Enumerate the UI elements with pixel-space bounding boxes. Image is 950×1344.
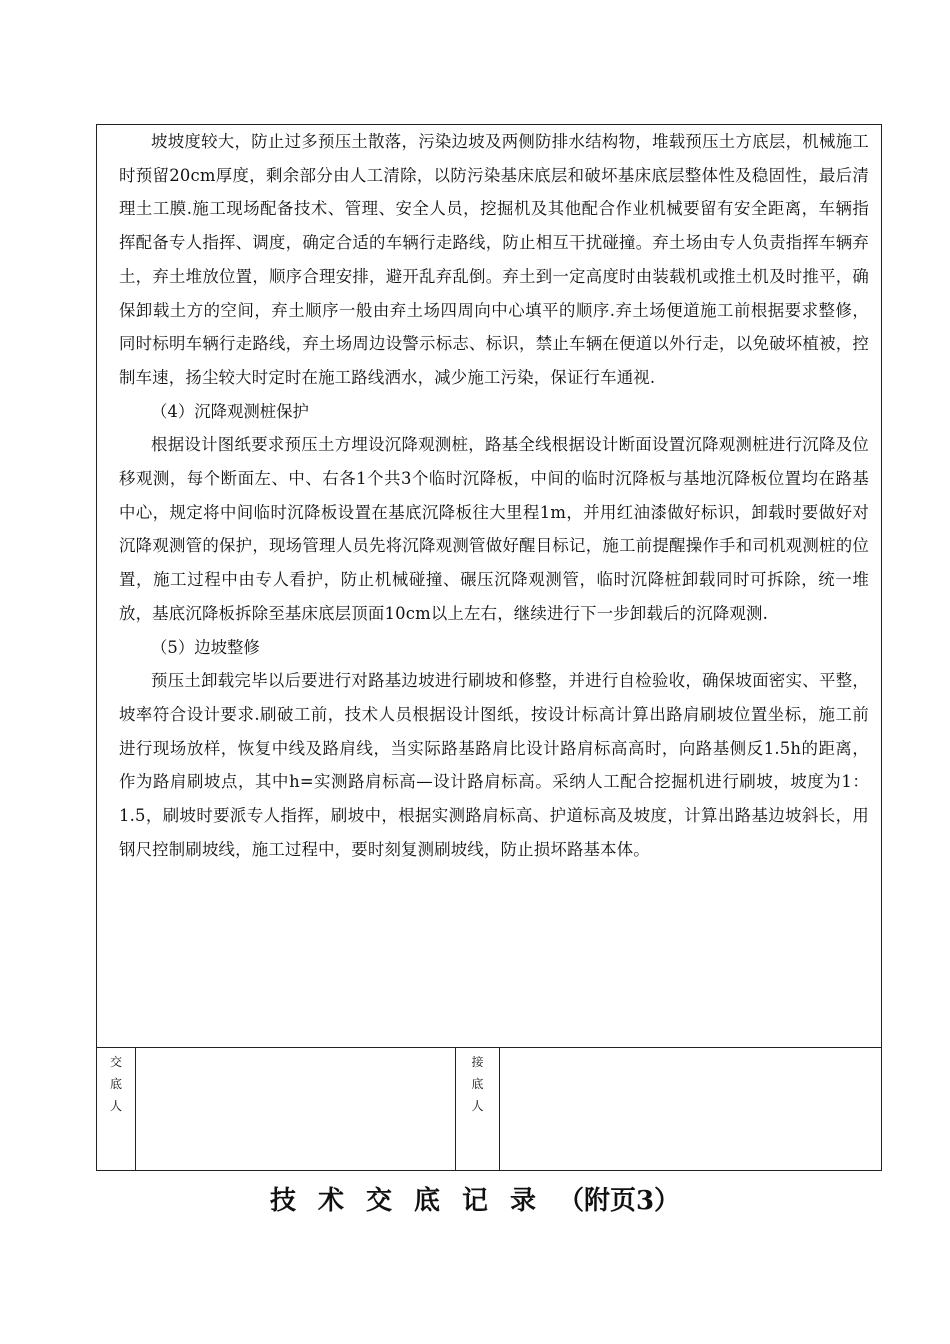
paragraph-3: 预压土卸载完毕以后要进行对路基边坡进行刷坡和修整，并进行自检验收，确保坡面密实、平整，坡率符合设计要求.刷破工前，技术人员根据设计图纸，按设计标高计算出路肩刷坡位置坐标，施工前进行现场放样，恢复中线及路肩线，当实际路基路肩比设计路肩标高高时，向路基侧反1.5h的距离，作为路肩刷坡点，其中h=实测路肩标高—设计路肩标高。采纳人工配合挖掘机进行刷坡，坡度为1：1.5，刷坡时要派专人指挥，刷坡中，根据实测路肩标高、护道标高及坡度，计算出路基边坡斜长，用钢尺控制刷坡线，施工过程中，要时刻复测刷坡线，防止损坏路基本体。 bbox=[119, 671, 869, 859]
signature-row bbox=[97, 1047, 881, 1170]
record-content bbox=[97, 125, 881, 1047]
record-table bbox=[96, 124, 882, 1171]
receiver-person-label: 接 底 人 bbox=[456, 1048, 500, 1170]
title-main: 技术交底记录 bbox=[269, 1186, 558, 1216]
paragraph-2: 根据设计图纸要求预压土方埋设沉降观测桩，路基全线根据设计断面设置沉降观测桩进行沉降及位移观测，每个断面左、中、右各1个共3个临时沉降板，中间的临时沉降板与基地沉降板位置均在路基中心，规定将中间临时沉降板设置在基底沉降板往大里程1m，并用红油漆做好标识，卸载时要做好对沉降观测管的保护，现场管理人员先将沉降观测管做好醒目标记，施工前提醒操作手和司机观测桩的位置，施工过程中由专人看护，防止机械碰撞、碾压沉降观测管，临时沉降桩卸载同时可拆除，统一堆放，基底沉降板拆除至基床底层顶面10cm以上左右，继续进行下一步卸载后的沉降观测. bbox=[119, 435, 869, 623]
section-heading-5: （5）边坡整修 bbox=[151, 637, 260, 657]
handover-person-label: 交 底 人 bbox=[97, 1048, 136, 1170]
page-title bbox=[0, 1180, 950, 1217]
receiver-person-field[interactable] bbox=[500, 1048, 881, 1170]
handover-person-field[interactable] bbox=[136, 1048, 456, 1170]
title-suffix: （附页3） bbox=[557, 1186, 681, 1216]
section-heading-4: （4）沉降观测桩保护 bbox=[151, 401, 309, 421]
paragraph-1: 坡坡度较大，防止过多预压土散落，污染边坡及两侧防排水结构物，堆载预压土方底层，机械施工时预留20cm厚度，剩余部分由人工清除，以防污染基床底层和破坏基床底层整体性及稳固性，最后清理土工膜.施工现场配备技术、管理、安全人员，挖掘机及其他配合作业机械要留有安全距离，车辆指挥配备专人指挥、调度，确定合适的车辆行走路线，防止相互干扰碰撞。弃土场由专人负责指挥车辆弃土，弃土堆放位置，顺序合理安排，避开乱弃乱倒。弃土到一定高度时由装载机或推土机及时推平，确保卸载土方的空间，弃土顺序一般由弃土场四周向中心填平的顺序.弃土场便道施工前根据要求整修，同时标明车辆行走路线，弃土场周边设警示标志、标识，禁止车辆在便道以外行走，以免破坏植被，控制车速，扬尘较大时定时在施工路线洒水，减少施工污染，保证行车通视. bbox=[119, 132, 869, 387]
